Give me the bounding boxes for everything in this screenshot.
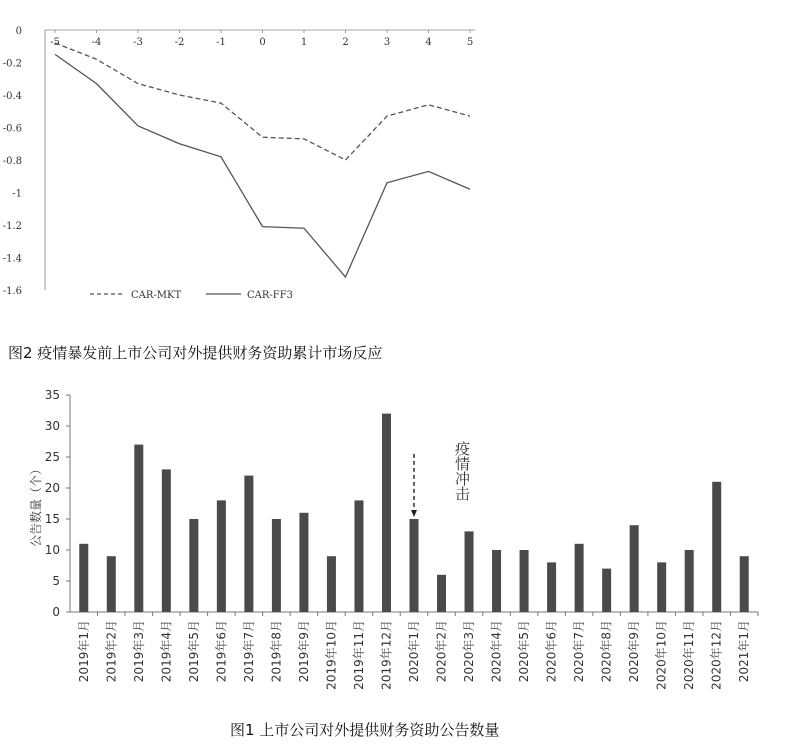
- y-tick-label: -0.6: [2, 123, 22, 135]
- x-tick-label: 2019年5月: [186, 620, 201, 683]
- y-tick-label: -1: [12, 188, 22, 200]
- figure2-caption-text: 图2 疫情暴发前上市公司对外提供财务资助累计市场反应: [8, 344, 383, 362]
- bar: [189, 519, 198, 612]
- legend-label-car-mkt: CAR-MKT: [131, 290, 182, 301]
- y-tick-label: -1.2: [2, 221, 22, 232]
- x-tick-label: 2020年7月: [572, 620, 587, 683]
- line-chart: [0, 0, 788, 340]
- x-tick-label: 2019年3月: [131, 620, 146, 683]
- y-tick-label: 10: [44, 543, 60, 557]
- y-tick-label: 15: [44, 512, 60, 526]
- y-tick-label: 35: [44, 388, 60, 402]
- bar: [162, 469, 171, 612]
- bar: [657, 562, 666, 612]
- x-tick-label: 2019年11月: [351, 620, 366, 690]
- x-tick-label: 2019年4月: [159, 620, 174, 683]
- x-tick-label: 2020年9月: [627, 620, 642, 683]
- legend-label-car-ff3: CAR-FF3: [247, 290, 294, 301]
- x-tick-label: 2020年11月: [682, 620, 697, 690]
- x-tick-label: 2019年7月: [241, 620, 256, 683]
- bar: [272, 519, 281, 612]
- x-tick-label: 2021年1月: [737, 620, 752, 683]
- series-line-car-mkt: [55, 43, 470, 160]
- bar: [575, 544, 584, 612]
- bar: [107, 556, 116, 612]
- bar: [382, 414, 391, 612]
- x-tick-label: 2020年8月: [599, 620, 614, 683]
- bar: [602, 569, 611, 612]
- y-tick-label: 0: [15, 26, 22, 37]
- bar: [79, 544, 88, 612]
- y-tick-label: -1.4: [2, 253, 22, 265]
- bar: [327, 556, 336, 612]
- bar: [712, 482, 721, 612]
- x-tick-label: 5: [466, 37, 474, 48]
- x-tick-label: 2020年3月: [462, 620, 477, 683]
- bar: [217, 500, 226, 612]
- bar: [437, 575, 446, 612]
- x-tick-label: 2019年6月: [214, 620, 229, 683]
- x-tick-label: 2019年1月: [76, 620, 91, 683]
- bar: [244, 476, 253, 612]
- y-tick-label: 20: [44, 481, 60, 495]
- x-tick-label: 1: [300, 37, 308, 48]
- y-tick-label: -0.8: [2, 156, 22, 167]
- x-tick-label: 2019年10月: [324, 620, 339, 690]
- bar: [740, 556, 749, 612]
- y-tick-label: -0.2: [2, 58, 22, 70]
- bar: [299, 513, 308, 612]
- x-tick-label: 2: [342, 37, 349, 48]
- bar: [465, 531, 474, 612]
- x-tick-label: 2019年8月: [269, 620, 284, 683]
- x-tick-label: 0: [259, 37, 266, 48]
- x-tick-label: 4: [425, 37, 432, 48]
- annotation-arrowhead: [411, 510, 417, 517]
- x-tick-label: -5: [50, 37, 60, 48]
- x-tick-label: 2020年10月: [654, 620, 669, 690]
- y-tick-label: 5: [52, 574, 60, 588]
- x-tick-label: 2019年2月: [104, 620, 119, 683]
- x-tick-label: 2020年4月: [489, 620, 504, 683]
- x-tick-label: 2020年5月: [517, 620, 532, 683]
- y-axis-label: 公告数量（个）: [29, 462, 43, 548]
- x-tick-label: 2020年6月: [544, 620, 559, 683]
- x-tick-label: 2020年1月: [407, 620, 421, 683]
- y-tick-label: 0: [52, 605, 60, 619]
- x-tick-label: -1: [216, 37, 226, 48]
- bar: [685, 550, 694, 612]
- x-tick-label: 2020年12月: [709, 620, 724, 690]
- x-tick-label: 2020年2月: [434, 620, 449, 683]
- bar: [630, 525, 639, 612]
- y-tick-label: -0.4: [2, 91, 22, 102]
- y-tick-label: -1.6: [2, 286, 22, 297]
- bar: [134, 445, 143, 612]
- x-tick-label: -3: [133, 37, 143, 48]
- legend: [90, 290, 293, 301]
- bar: [354, 500, 363, 612]
- bar: [410, 519, 419, 612]
- bar: [520, 550, 529, 612]
- series-line-car-ff3: [55, 54, 470, 277]
- x-tick-label: 2019年9月: [296, 620, 311, 683]
- y-tick-label: 30: [44, 419, 60, 433]
- bar: [492, 550, 501, 612]
- figure1-caption: 图1 上市公司对外提供财务资助公告数量: [230, 721, 500, 739]
- x-tick-label: 3: [383, 37, 391, 48]
- x-tick-label: 2019年12月: [379, 620, 394, 690]
- bar: [547, 562, 556, 612]
- x-tick-label: -4: [91, 37, 102, 48]
- y-tick-label: 25: [44, 450, 60, 464]
- annotation-text: 疫情冲击: [453, 441, 471, 501]
- x-tick-label: -2: [174, 37, 185, 48]
